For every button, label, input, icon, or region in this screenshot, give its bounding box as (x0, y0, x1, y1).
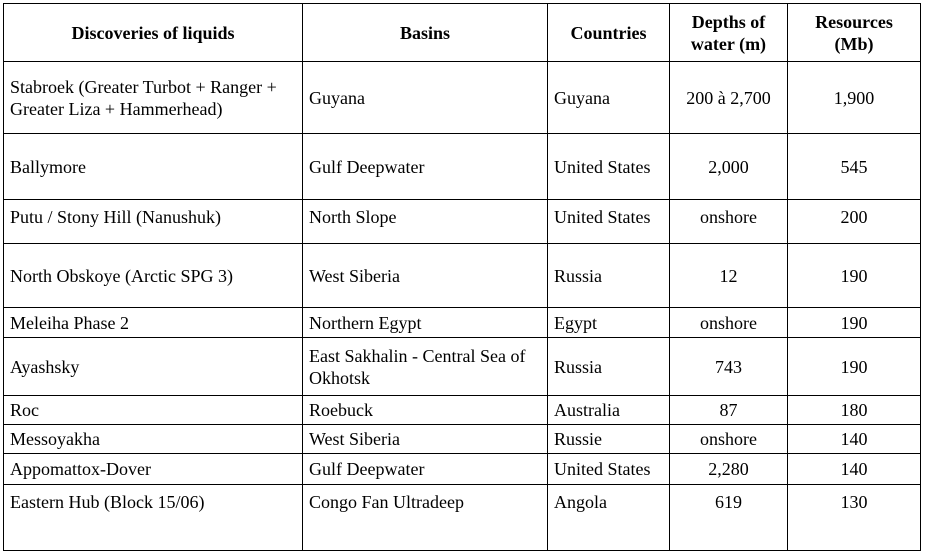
cell-country: Guyana (548, 62, 670, 134)
cell-depth: onshore (670, 308, 788, 338)
cell-resources: 200 (788, 200, 921, 244)
cell-discovery: North Obskoye (Arctic SPG 3) (4, 244, 303, 308)
cell-resources: 1,900 (788, 62, 921, 134)
cell-country: Angola (548, 485, 670, 551)
cell-depth: 12 (670, 244, 788, 308)
cell-country: United States (548, 134, 670, 200)
cell-country: Russia (548, 244, 670, 308)
table-row (4, 134, 921, 200)
cell-basin: Guyana (303, 62, 548, 134)
header-countries: Countries (548, 4, 670, 62)
cell-depth: 619 (670, 485, 788, 551)
cell-discovery: Ballymore (4, 134, 303, 200)
cell-resources: 190 (788, 244, 921, 308)
cell-discovery: Roc (4, 396, 303, 425)
cell-discovery: Ayashsky (4, 338, 303, 396)
cell-discovery: Eastern Hub (Block 15/06) (4, 485, 303, 551)
cell-discovery: Stabroek (Greater Turbot + Ranger + Greater Liza + Hammerhead) (4, 62, 303, 134)
cell-basin: West Siberia (303, 425, 548, 454)
table-header-row (4, 4, 921, 62)
cell-resources: 190 (788, 338, 921, 396)
cell-discovery: Appomattox-Dover (4, 454, 303, 485)
cell-country: Russie (548, 425, 670, 454)
cell-depth: 87 (670, 396, 788, 425)
table-row (4, 200, 921, 244)
cell-basin: Gulf Deepwater (303, 134, 548, 200)
table-row (4, 396, 921, 425)
cell-depth: 2,000 (670, 134, 788, 200)
cell-resources: 190 (788, 308, 921, 338)
table-row (4, 62, 921, 134)
cell-depth: 200 à 2,700 (670, 62, 788, 134)
table-row (4, 244, 921, 308)
cell-country: Egypt (548, 308, 670, 338)
cell-country: Australia (548, 396, 670, 425)
cell-depth: onshore (670, 200, 788, 244)
table-row (4, 338, 921, 396)
cell-basin: North Slope (303, 200, 548, 244)
cell-country: Russia (548, 338, 670, 396)
cell-discovery: Meleiha Phase 2 (4, 308, 303, 338)
header-depths: Depths of water (m) (670, 4, 788, 62)
table-row (4, 454, 921, 485)
header-resources: Resources (Mb) (788, 4, 921, 62)
table-row (4, 425, 921, 454)
cell-basin: West Siberia (303, 244, 548, 308)
table-row (4, 308, 921, 338)
cell-basin: Roebuck (303, 396, 548, 425)
cell-discovery: Messoyakha (4, 425, 303, 454)
cell-depth: 2,280 (670, 454, 788, 485)
cell-basin: Congo Fan Ultradeep (303, 485, 548, 551)
cell-country: United States (548, 200, 670, 244)
cell-depth: onshore (670, 425, 788, 454)
table-row (4, 485, 921, 551)
cell-basin: Northern Egypt (303, 308, 548, 338)
cell-depth: 743 (670, 338, 788, 396)
header-basins: Basins (303, 4, 548, 62)
cell-resources: 180 (788, 396, 921, 425)
discoveries-table (3, 3, 921, 551)
cell-resources: 140 (788, 454, 921, 485)
cell-resources: 545 (788, 134, 921, 200)
cell-resources: 130 (788, 485, 921, 551)
cell-basin: Gulf Deepwater (303, 454, 548, 485)
cell-discovery: Putu / Stony Hill (Nanushuk) (4, 200, 303, 244)
header-discoveries: Discoveries of liquids (4, 4, 303, 62)
cell-resources: 140 (788, 425, 921, 454)
cell-country: United States (548, 454, 670, 485)
cell-basin: East Sakhalin - Central Sea of Okhotsk (303, 338, 548, 396)
